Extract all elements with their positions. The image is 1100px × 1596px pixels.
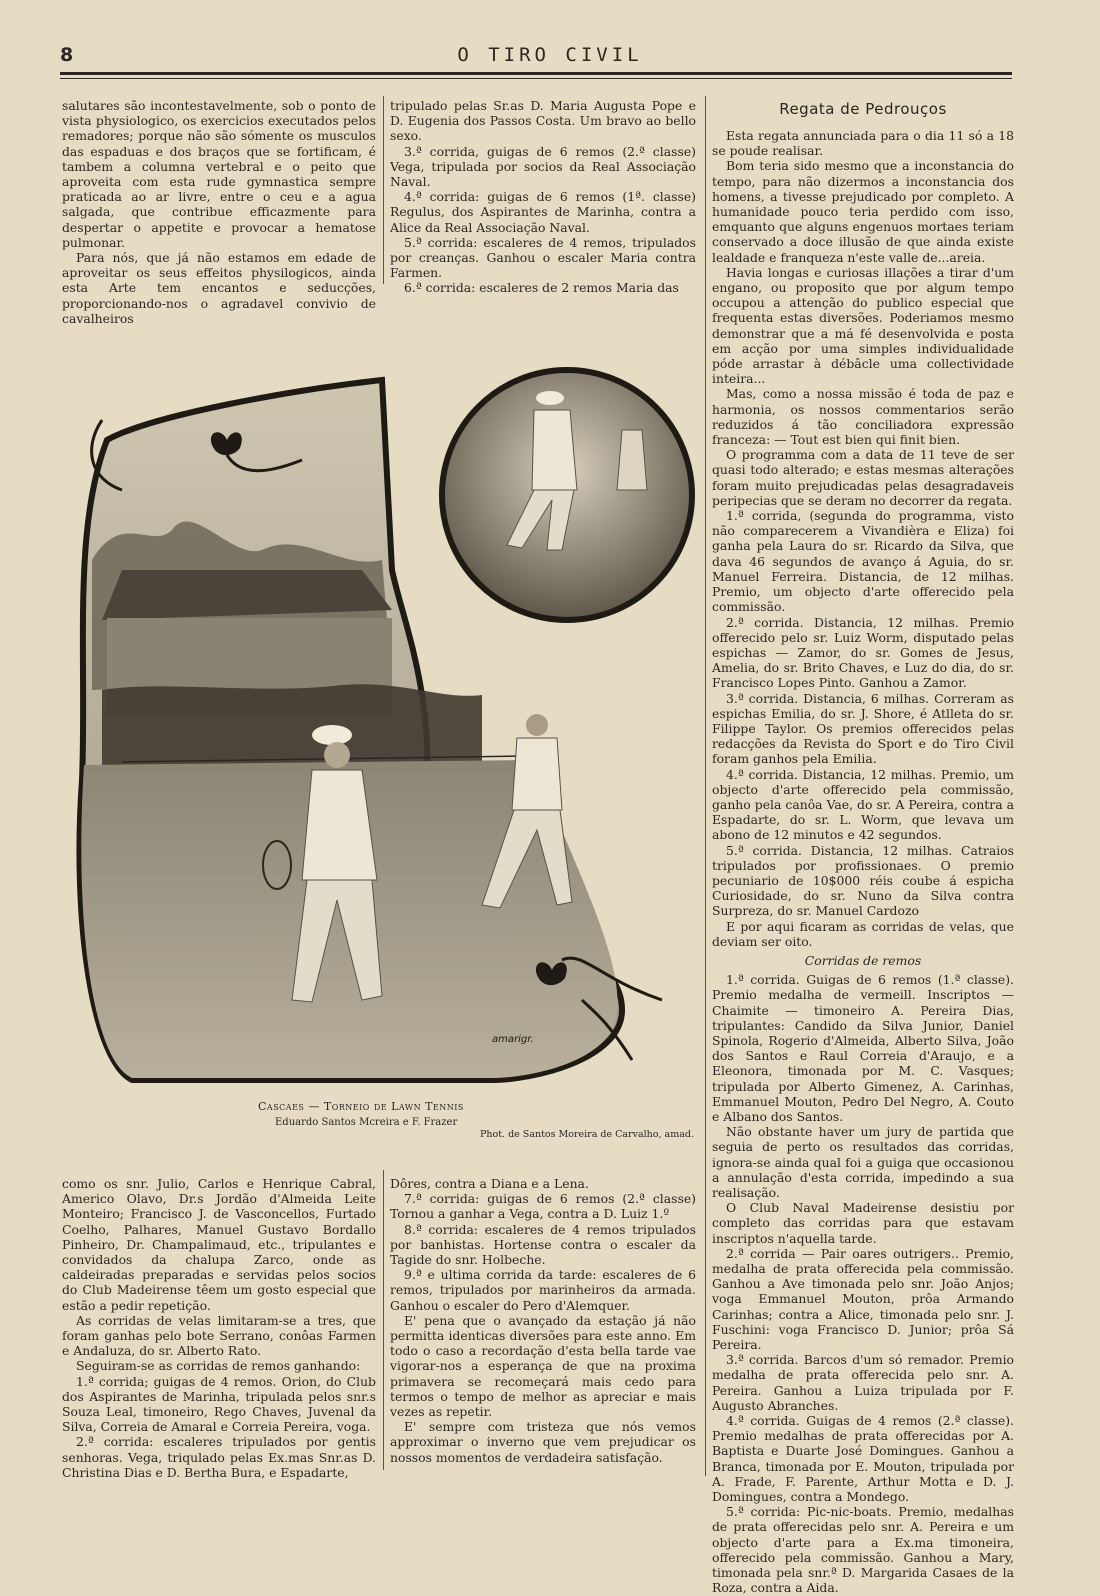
caption-title: Cascaes — Torneio de Lawn Tennis — [258, 1100, 464, 1113]
paragraph: O programma com a data de 11 teve de ser quasi todo alterado; e estas mesmas alterações foram muito prejudicadas pelas desagradaveis peripecias que se deram no decorrer da regata. — [712, 447, 1014, 508]
paragraph: O Club Naval Madeirense desistiu por completo das corridas para que estavam inscriptos n'aquella tarde. — [712, 1200, 1014, 1246]
paragraph: Esta regata annunciada para o dia 11 só a 18 se poude realisar. — [712, 128, 1014, 159]
paragraph: como os snr. Julio, Carlos e Henrique Cabral, Americo Olavo, Dr.s Jordão d'Almeida Leite Monteiro; Francisco J. de Vasconcellos, Furtado Coelho, Palhares, Manuel Gustavo Bordallo Pinheiro, Dr. Champalimaud, etc., tripulantes e convidados da chalupa Zarco, onde as caldeiradas preparadas e servidas pelos socios do Club Madeirense têem um gosto especial que estão a pedir repetição. — [62, 1176, 376, 1313]
paragraph: 6.ª corrida: escaleres de 2 remos Maria das — [404, 280, 679, 296]
paragraph: Para nós, que já não estamos em edade de aproveitar os seus effeitos physilogicos, ainda esta Arte tem encantos e seducções, proporcionando-nos o agradavel convivio de cavalheiros — [62, 250, 376, 326]
paragraph: 3.ª corrida, guigas de 6 remos (2.ª classe) Vega, tripulada por socios da Real Associação Naval. — [390, 143, 696, 190]
paragraph: 2.ª corrida. Distancia, 12 milhas. Premio offerecido pelo sr. Luiz Worm, disputado pelas espichas — Zamor, do sr. Gomes de Jesus, Amelia, do sr. Brito Chaves, e Luz do dia, do sr. Francisco Lopes Pinto. Ganhou a Zamor. — [712, 614, 1014, 691]
paragraph: 8.ª corrida: escaleres de 4 remos tripulados por banhistas. Hortense contra o escaler da Tagide do snr. Holbeche. — [390, 1221, 696, 1268]
paragraph: Bom teria sido mesmo que a inconstancia do tempo, para não dizermos a inconstancia dos homens, a tivesse prejudicado por completo. A humanidade pouco teria perdido com isso, emquanto que alguns engenuos mortaes teriam conservado a doce illusão de que ainda existe lealdade e franqueza n'este valle de...areia. — [712, 158, 1014, 265]
paragraph: 3.ª corrida. Barcos d'um só remador. Premio medalha de prata offerecida pelo snr. A. Pereira. Ganhou a Luiza tripulada por F. Augusto Abranches. — [712, 1352, 1014, 1413]
paragraph: 1.ª corrida, (segunda do programma, visto não comparecerem a Vivandièra e Eliza) foi ganha pela Laura do sr. Ricardo da Silva, que dava 46 segundos de avanço á Aguia, do sr. Manuel Ferreira. Distancia, de 12 milhas. Premio, um objecto d'arte offerecido pela commissão. — [712, 508, 1014, 615]
masthead-title: O TIRO CIVIL — [457, 44, 643, 66]
paragraph: 4.ª corrida: guigas de 6 remos (1ª. classe) Regulus, dos Aspirantes de Marinha, contra a Alice da Real Associação Naval. — [390, 189, 696, 235]
paragraph: 1.ª corrida; guigas de 4 remos. Orion, do Club dos Aspirantes de Marinha, tripulada pelos snr.s Souza Leal, timoneiro, Rego Chaves, Juvenal da Silva, Correia de Amaral e Correia Pereira, voga. — [62, 1373, 376, 1435]
column-rule — [705, 96, 706, 1476]
paragraph: 1.ª corrida. Guigas de 6 remos (1.ª classe). Premio medalha de vermeill. Inscriptos — Chaimite — timoneiro A. Pereira Dias, tripulantes: Candido da Silva Junior, Daniel Spinola, Rogerio d'Almeida, Alberto Silva, João dos Santos e Raul Correia d'Araujo, e a Eleonora, timonada por M. C. Vasques; tripulada por Alberto Gimenez, A. Carinhas, Emmanuel Mouton, Pedro Del Negro, A. Couto e Albano dos Santos. — [712, 972, 1014, 1124]
paragraph: E' pena que o avançado da estação já não permitta identicas diversões para este anno. Em todo o caso a recordação d'esta bella tarde vae vigorar-nos a esperança de que na proxima primavera se recomeçará mais cedo para termos o tempo de melhor as apreciar e mais vezes as repetir. — [390, 1312, 696, 1420]
paragraph: 4.ª corrida. Distancia, 12 milhas. Premio, um objecto d'arte offerecido pela commissão, ganho pela canôa Vae, do sr. A Pereira, contra a Espadarte, do sr. L. Worm, que levava um abono de 12 minutos e 42 segundos. — [712, 766, 1014, 843]
tennis-illustration — [62, 360, 702, 1090]
paragraph: As corridas de velas limitaram-se a tres, que foram ganhas pelo bote Serrano, conôas Farmen e Andaluza, do sr. Alberto Rato. — [62, 1312, 376, 1359]
paragraph: Seguiram-se as corridas de remos ganhando: — [76, 1358, 361, 1374]
paragraph: 9.ª e ultima corrida da tarde: escaleres de 6 remos, tripulados por marinheiros da armada. Ganhou o escaler do Pero d'Alemquer. — [390, 1267, 696, 1313]
caption-players: Eduardo Santos Mcreira e F. Frazer — [275, 1117, 458, 1128]
paragraph: salutares são incontestavelmente, sob o ponto de vista physiologico, os exercicios executados pelos remadores; porque não são sómente os musculos das espaduas e dos braços que se fortificam, é tambem a columna vertebral e o peito que aproveita com esta rude gymnastica sempre praticada ao ar livre, entre o ceu e a agua salgada, que contribue efficazmente para despertar o appetite e provocar a hematose pulmonar. — [62, 98, 376, 250]
paragraph: 5.ª corrida: Pic-nic-boats. Premio, medalhas de prata offerecidas pelo snr. A. Pereira e um objecto d'arte para a Ex.ma timoneira, offerecido pela commissão. Ganhou a Mary, timonada pela snr.ª D. Margarida Casaes de la Roza, contra a Aida. — [712, 1504, 1014, 1596]
page-number: 8 — [60, 44, 75, 66]
column-2-top — [390, 98, 696, 296]
paragraph: 2.ª corrida — Pair oares outrigers.. Premio, medalha de prata offerecida pela commissão. Ganhou a Ave timonada pelo snr. João Anjos; voga Emmanuel Mouton, prôa Armando Carinhas; contra a Alice, timonada pelo snr. J. Fuschini: voga Francisco D. Junior; prôa Sá Pereira. — [712, 1245, 1014, 1353]
column-rule — [383, 96, 384, 284]
paragraph: 3.ª corrida. Distancia, 6 milhas. Correram as espichas Emilia, do sr. J. Shore, é Atlleta do sr. Filippe Taylor. Os premios offerecidos pelas redacções da Revista do Sport e do Tiro Civil foram ganhos pela Emilia. — [712, 690, 1014, 767]
paragraph: Dôres, contra a Diana e a Lena. — [390, 1176, 589, 1191]
paragraph: Mas, como a nossa missão é toda de paz e harmonia, os nossos commentarios serão reduzidos á tão conciliadora expressão franceza: — Tout est bien qui finit bien. — [712, 386, 1014, 448]
artist-signature: amarigr. — [492, 1034, 534, 1045]
paragraph: 5.ª corrida. Distancia, 12 milhas. Catraios tripulados por profissionaes. O premio pecuniario de 10$000 réis coube á espicha Curiosidade, do sr. Nuno da Silva contra Surpreza, do sr. Manuel Cardozo — [712, 842, 1014, 919]
header-rule — [60, 72, 1012, 75]
paragraph: E por aqui ficaram as corridas de velas, que deviam ser oito. — [712, 918, 1014, 949]
column-3 — [712, 96, 1014, 1596]
article-subheading: Corridas de remos — [804, 952, 922, 968]
paragraph: Havia longas e curiosas illações a tirar d'um engano, ou proposito que por algum tempo occupou a attenção do publico especial que frequenta estas diversões. Poderiamos mesmo demonstrar que a má fé desenvolvida e posta em acção por uma simples individualidade póde arrastar à débâcle uma collectividade inteira... — [712, 264, 1014, 387]
column-rule — [383, 1170, 384, 1470]
paragraph: 2.ª corrida: escaleres tripulados por gentis senhoras. Vega, triqulado pelas Ex.mas Snr.as D. Christina Dias e D. Bertha Bura, e Espadarte, — [62, 1434, 376, 1480]
paragraph: Não obstante haver um jury de partida que seguia de perto os resultados das corridas, ignora-se ainda qual foi a guiga que occasionou a annulação d'esta corrida, impedindo a sua realisação. — [712, 1124, 1014, 1201]
paragraph: 5.ª corrida: escaleres de 4 remos, tripulados por creanças. Ganhou o escaler Maria contra Farmen. — [390, 234, 696, 281]
column-2-bottom — [390, 1176, 696, 1466]
paragraph: tripulado pelas Sr.as D. Maria Augusta Pope e D. Eugenia dos Passos Costa. Um bravo ao bello sexo. — [390, 98, 696, 144]
article-heading: Regata de Pedrouços — [779, 100, 947, 118]
paragraph: 7.ª corrida: guigas de 6 remos (2.ª classe) Tornou a ganhar a Vega, contra a D. Luiz 1.º — [390, 1191, 696, 1222]
photo-credit: Phot. de Santos Moreira de Carvalho, amad. — [480, 1129, 694, 1140]
column-1-top — [62, 98, 376, 326]
header-rule-thin — [60, 78, 1012, 79]
column-1-bottom — [62, 1176, 376, 1480]
paragraph: E' sempre com tristeza que nós vemos approximar o inverno que vem prejudicar os nossos momentos de verdadeira satisfação. — [390, 1419, 696, 1465]
paragraph: 4.ª corrida. Guigas de 4 remos (2.ª classe). Premio medalhas de prata offerecidas por A. Baptista e Duarte José Domingues. Ganhou a Branca, timonada por E. Mouton, tripulada por A. Frade, F. Parente, Arthur Motta e D. J. Domingues, contra a Mondego. — [712, 1413, 1014, 1505]
